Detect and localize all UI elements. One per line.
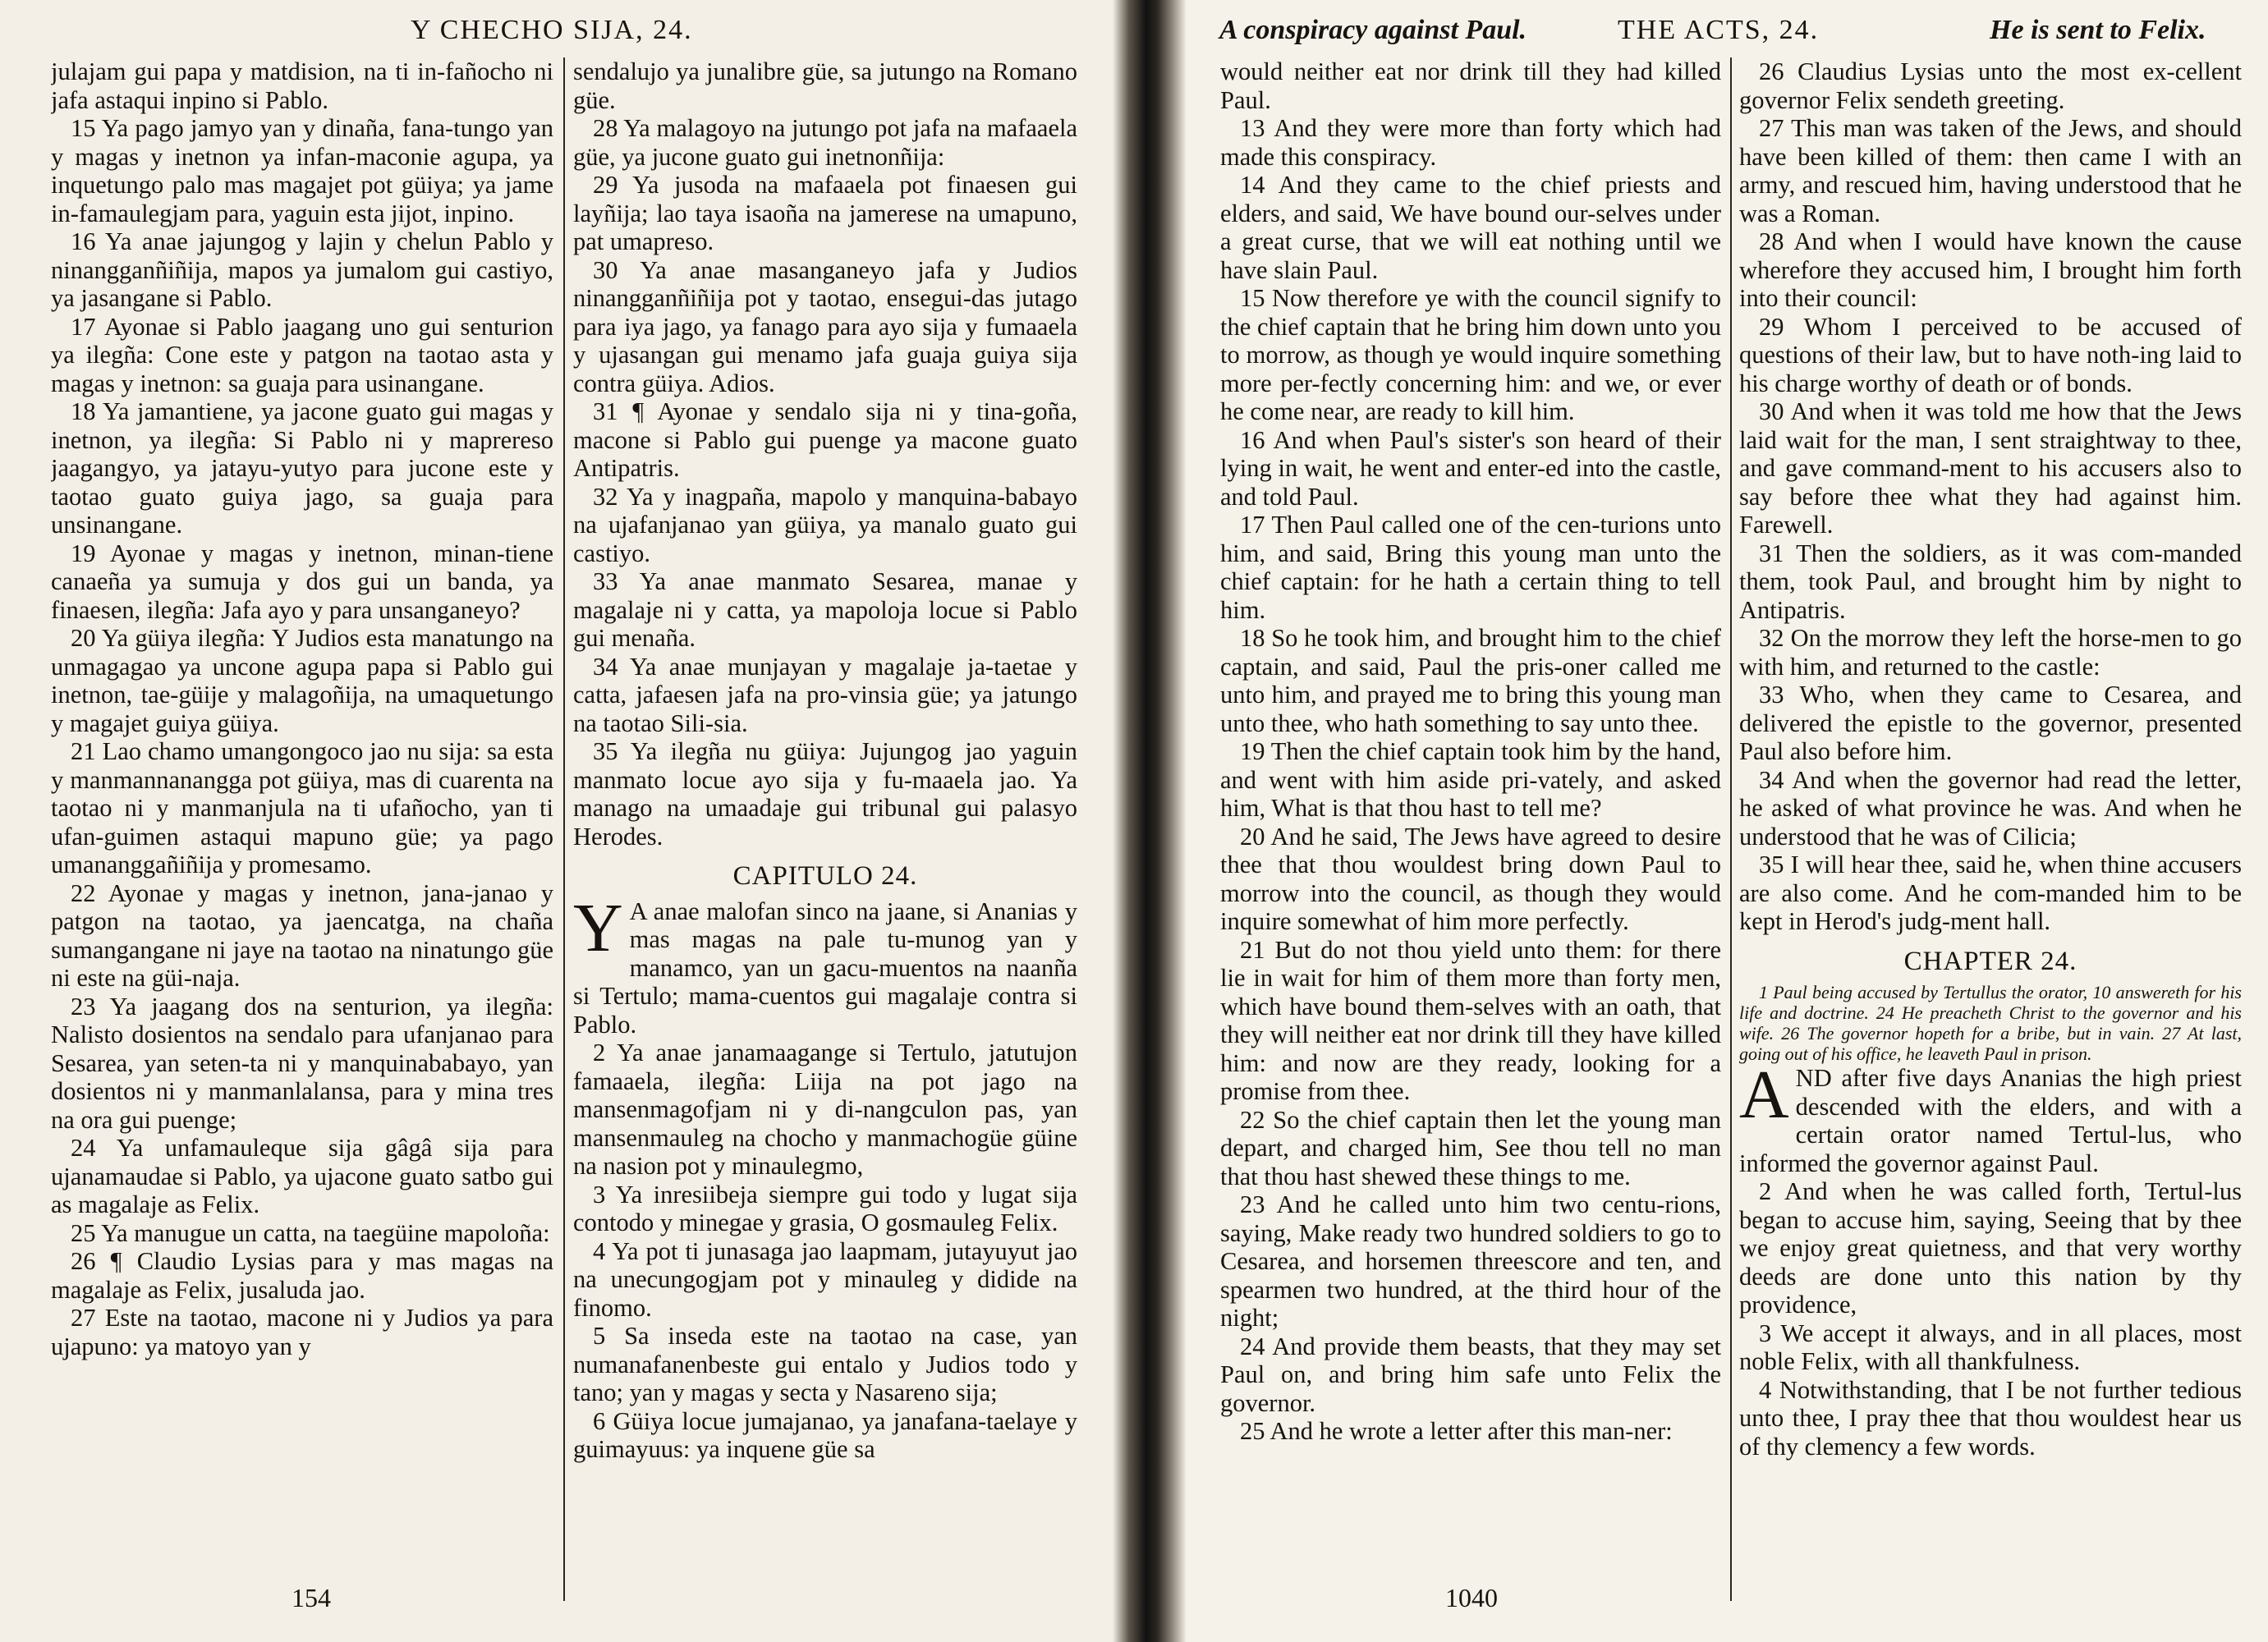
verse: 19 Then the chief captain took him by the hand, and went with him aside pri-vately, and asked him, What is that thou hast to tell me?	[1220, 737, 1721, 822]
verse: 19 Ayonae y magas y inetnon, minan-tiene canaeña ya sumuja y dos gui un banda, ya finaesen, ilegña: Jafa ayo y para unsanganeyo?	[51, 539, 553, 624]
verse: 28 Ya malagoyo na jutungo pot jafa na mafaaela güe, ya jucone guato gui inetnonñija:	[573, 114, 1077, 171]
verse: ND after five days Ananias the high priest descended with the elders, and with a certain orator named Tertul-lus, who informed the governor against Paul.	[1739, 1064, 2242, 1177]
verse: 28 And when I would have known the cause wherefore they accused him, I brought him forth into their council:	[1739, 227, 2242, 312]
verse: 25 And he wrote a letter after this man-ner:	[1240, 1417, 1673, 1445]
chapter-heading: CAPITULO 24.	[732, 861, 918, 891]
verse-list	[573, 889, 1077, 1464]
verse: 5 Sa inseda este na taotao na case, yan numanafanenbeste gui entalo y Judios todo y tano; yan y magas y secta y Nasareno sija;	[573, 1322, 1077, 1406]
verse-list	[1739, 57, 2242, 936]
verse-list	[1220, 57, 1721, 1446]
verse: would neither eat nor drink till they had killed Paul.	[1220, 57, 1721, 114]
verse: 15 Now therefore ye with the council signify to the chief captain that he bring him down unto you to morrow, as though ye would inquire something more per-fectly concerning him: and we, or ever he come near, are ready to kill him.	[1220, 284, 1721, 425]
chapter-heading: CHAPTER 24.	[1903, 946, 2077, 976]
verse: 15 Ya pago jamyo yan y dinaña, fana-tungo yan y magas y inetnon ya infan-maconie agupa, ya inquetungo palo mas magajet pot güiya; ya jame in-famaulegjam para, yaguin esta jijot, inpino.	[51, 114, 553, 227]
verse: 16 And when Paul's sister's son heard of their lying in wait, he went and enter-ed into the castle, and told Paul.	[1220, 425, 1721, 511]
left-page	[0, 0, 1133, 1642]
verse: 23 And he called unto him two centu-rions, saying, Make ready two hundred soldiers to go to Cesarea, and horsemen threescore and ten, and spearmen two hundred, at the third hour of the night;	[1220, 1190, 1721, 1332]
verse: 18 Ya jamantiene, ya jacone guato gui magas y inetnon, ya ilegña: Si Pablo ni y maprereso jaagangyo, ya jatayu-yutyo para jucone este y taotao guato guiya jago, sa guaja para unsinangane.	[51, 397, 553, 539]
page-number: 154	[292, 1583, 331, 1612]
verse: 21 Lao chamo umangongoco jao nu sija: sa esta y manmannanangga pot güiya, mas di cuarenta na taotao ni y manmanjula na ti ufañocho, yan ti ufan-guimen astaqui mapuno güe; ya pago umananggañiñija y promesamo.	[51, 737, 553, 878]
verse: 32 On the morrow they left the horse-men to go with him, and returned to the castle:	[1739, 624, 2242, 681]
verse: 30 Ya anae masanganeyo jafa y Judios ninangganñiñija pot y taotao, ensegui-das jutago para iya jago, ya fanago para ayo sija y fumaaela y ujasangan gui menamo jafa guaja guiya sija contra güiya. Adios.	[573, 255, 1077, 397]
verse: 21 But do not thou yield unto them: for there lie in wait for him of them more than forty men, which have bound them-selves with an oath, that they will neither eat nor drink till they have killed him: and now are they ready, looking for a promise from thee.	[1220, 935, 1721, 1105]
verse: 6 Güiya locue jumajanao, ya janafana-taelaye y guimayuus: ya inquene güe sa	[573, 1406, 1077, 1463]
verse: 17 Ayonae si Pablo jaagang uno gui senturion ya ilegña: Cone este y patgon na taotao asta y magas y inetnon: sa guaja para usinangane.	[51, 312, 553, 397]
verse: 22 So the chief captain then let the young man depart, and charged him, See thou tell no man that thou hast shewed these things to me.	[1220, 1105, 1721, 1190]
verse: 4 Ya pot ti junasaga jao laapmam, jutayuyut jao na unecungogjam pot y minauleg y didide na finomo.	[573, 1236, 1077, 1322]
verse: 2 Ya anae janamaagange si Tertulo, jatutujon famaaela, ilegña: Liija na pot jago na mansenmagofjam ni y di-nangculon pas, yan mansenmauleg na chocho y manmachogüe güine na nasion pot y minaulegmo,	[573, 1039, 1077, 1180]
verse: 31 Then the soldiers, as it was com-manded them, took Paul, and brought him by night to Antipatris.	[1739, 539, 2242, 624]
column-right-2	[1739, 57, 2242, 1585]
verse: 26 Claudius Lysias unto the most ex-cellent governor Felix sendeth greeting.	[1739, 57, 2242, 114]
verse: 33 Ya anae manmato Sesarea, manae y magalaje ni y catta, ya mapoloja locue si Pablo gui menaña.	[573, 567, 1077, 652]
right-page	[1133, 0, 2268, 1642]
book-gutter	[1113, 0, 1187, 1642]
verse: 27 Este na taotao, macone ni y Judios ya para ujapuno: ya matoyo yan y	[51, 1304, 553, 1360]
verse: 33 Who, when they came to Cesarea, and delivered the epistle to the governor, presented Paul also before him.	[1739, 681, 2242, 765]
verse: 14 And they came to the chief priests and elders, and said, We have bound our-selves under a great curse, that we will eat nothing until we have slain Paul.	[1220, 171, 1721, 284]
verse: 35 Ya ilegña nu güiya: Jujungog jao yaguin manmato locue ayo sija y fu-maaela jao. Ya manago na umaadaje gui tribunal gui palasyo Herodes.	[573, 737, 1077, 851]
verse-list	[1739, 1057, 2242, 1461]
verse: sendalujo ya junalibre güe, sa jutungo na Romano güe.	[573, 57, 1077, 114]
verse: 22 Ayonae y magas y inetnon, jana-janao y patgon na taotao, ya jaencatga, na chaña sumangangane ni jaye na taotao na ninatungo güe ni este na güi-naja.	[51, 878, 553, 992]
verse: 3 We accept it always, and in all places, most noble Felix, with all thankfulness.	[1739, 1319, 2242, 1375]
verse-list	[51, 57, 553, 1360]
column-left-1	[51, 57, 553, 1585]
verse: 20 And he said, The Jews have agreed to desire thee that thou wouldest bring down Paul to morrow into the council, as though they would inquire somewhat of him more perfectly.	[1220, 822, 1721, 935]
verse: 30 And when it was told me how that the Jews laid wait for the man, I sent straightway to thee, and gave command-ment to his accusers also to say before thee what they had against him. Farewell.	[1739, 397, 2242, 539]
drop-cap: A	[1739, 1057, 1789, 1133]
verse: 3 Ya inresiibeja siempre gui todo y lugat sija contodo y minegae y grasia, O gosmauleg Felix.	[573, 1180, 1077, 1236]
column-rule	[563, 57, 565, 1601]
column-right-1	[1220, 57, 1721, 1585]
verse: 2 And when he was called forth, Tertul-lus began to accuse him, saying, Seeing that by thee we enjoy great quietness, and that very worthy deeds are done unto this nation by thy providence,	[1739, 1177, 2242, 1319]
verse: 17 Then Paul called one of the cen-turions unto him, and said, Bring this young man unto the chief captain: for he hath a certain thing to tell him.	[1220, 511, 1721, 624]
verse: 31 ¶ Ayonae y sendalo sija ni y tina-goña, macone si Pablo gui puenge ya macone guato Antipatris.	[573, 397, 1077, 482]
page-number: 1040	[1445, 1583, 1498, 1612]
verse: 20 Ya güiya ilegña: Y Judios esta manatungo na unmagagao ya uncone agupa papa si Pablo gui inetnon, tae-güije y malagoñija, na umaquetungo y magajet guiya güiya.	[51, 624, 553, 737]
verse: 23 Ya jaagang dos na senturion, ya ilegña: Nalisto dosientos na sendalo para ufanjanao para Sesarea, yan seten-ta ni y manquinababayo, yan dosientos ni y manmanlalansa, para y mina tres na ora gui puenge;	[51, 992, 553, 1134]
verse: 4 Notwithstanding, that I be not further tedious unto thee, I pray thee that thou wouldest hear us of thy clemency a few words.	[1739, 1375, 2242, 1461]
verse: 24 Ya unfamauleque sija gâgâ sija para ujanamaudae si Pablo, ya ujacone guato satbo gui as magalaje as Felix.	[51, 1134, 553, 1218]
running-head-center: THE ACTS, 24.	[1618, 15, 1820, 45]
running-head: Y CHECHO SIJA, 24.	[411, 15, 693, 45]
verse: 34 And when the governor had read the letter, he asked of what province he was. And when he understood that he was of Cilicia;	[1739, 765, 2242, 851]
verse: 13 And they were more than forty which had made this conspiracy.	[1220, 114, 1721, 171]
verse: 26 ¶ Claudio Lysias para y mas magas na magalaje as Felix, jusaluda jao.	[51, 1247, 553, 1304]
verse: 29 Ya jusoda na mafaaela pot finaesen gui layñija; lao taya isaoña na jamerese na umapuno, pat umapreso.	[573, 171, 1077, 255]
drop-cap: Y	[573, 889, 623, 966]
verse: 25 Ya manugue un catta, na taegüine mapoloña:	[71, 1218, 550, 1247]
running-head-left: A conspiracy against Paul.	[1219, 15, 1527, 45]
verse: 35 I will hear thee, said he, when thine accusers are also come. And he com-manded him to be kept in Herod's judg-ment hall.	[1739, 851, 2242, 935]
column-left-2	[573, 57, 1077, 1585]
verse: 16 Ya anae jajungog y lajin y chelun Pablo y ninangganñiñija, mapos ya jumalom gui castiyo, ya jasangane si Pablo.	[51, 227, 553, 312]
column-rule	[1730, 57, 1732, 1601]
verse-list	[573, 57, 1077, 851]
running-head-right: He is sent to Felix.	[1990, 15, 2206, 45]
verse: A anae malofan sinco na jaane, si Ananias y mas magas na pale tu-munog yan y manamco, yan un gacu-muentos na naanña si Tertulo; mama-cuentos gui magalaje contra si Pablo.	[573, 897, 1077, 1039]
chapter-summary: 1 Paul being accused by Tertullus the orator, 10 answereth for his life and doctrine. 24 He preacheth Christ to the governor and his wife. 26 The governor hopeth for a bribe, but in vain. 27 At last, going out of his office, he leaveth Paul in prison.	[1739, 982, 2242, 1064]
verse: 18 So he took him, and brought him to the chief captain, and said, Paul the pris-oner called me unto him, and prayed me to bring this young man unto thee, who hath something to say unto thee.	[1220, 624, 1721, 737]
verse: 24 And provide them beasts, that they may set Paul on, and bring him safe unto Felix the governor.	[1220, 1332, 1721, 1417]
verse: julajam gui papa y matdision, na ti in-fañocho ni jafa astaqui inpino si Pablo.	[51, 57, 553, 114]
verse: 32 Ya y inagpaña, mapolo y manquina-babayo na ujafanjanao yan güiya, ya manalo guato gui castiyo.	[573, 482, 1077, 567]
verse: 29 Whom I perceived to be accused of questions of their law, but to have noth-ing laid to his charge worthy of death or of bonds.	[1739, 312, 2242, 397]
verse: 34 Ya anae munjayan y magalaje ja-taetae y catta, jafaesen jafa na pro-vinsia güe; ya jatungo na taotao Sili-sia.	[573, 652, 1077, 737]
verse: 27 This man was taken of the Jews, and should have been killed of them: then came I with an army, and rescued him, having understood that he was a Roman.	[1739, 114, 2242, 227]
